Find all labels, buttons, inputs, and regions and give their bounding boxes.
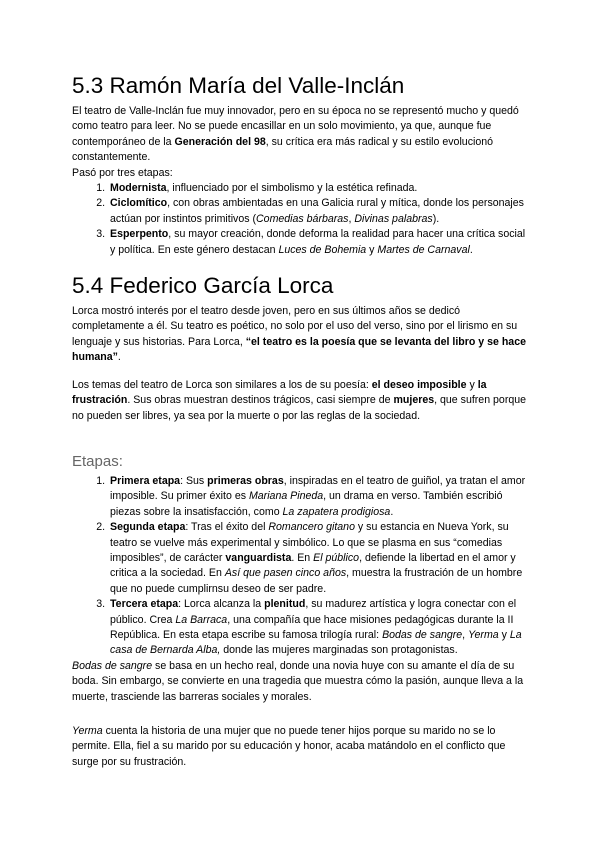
list-item: 3. Tercera etapa: Lorca alcanza la plenitud, su madurez artística y logra conectar con el público. Crea La Barraca, una compañía que hace misiones pedagógicas durante la II República. En esta etapa escribe su famosa trilogía rural: Bodas de sangre, Yerma y La casa de Bernarda Alba, donde las mujeres marginadas son protagonistas. <box>108 597 528 659</box>
yerma-section <box>72 724 528 770</box>
valle-inclan-section <box>72 104 528 258</box>
lorca-paragraph-2: Los temas del teatro de Lorca son similares a los de su poesía: el deseo imposible y la frustración. Sus obras muestran destinos trágicos, casi siempre de mujeres, que sufren porque no pueden ser libres, ya sea por la muerte o por las reglas de la sociedad. <box>72 379 527 422</box>
section-heading-valle-inclan: 5.3 Ramón María del Valle-Inclán <box>72 73 405 98</box>
yerma-paragraph: Yerma cuenta la historia de una mujer que no puede tener hijos porque su marido no se lo permite. Ella, fiel a su marido por su educación y honor, acaba matándolo en el conflicto que surge por su frustración. <box>72 725 506 768</box>
list-item: 2. Ciclomítico, con obras ambientadas en una Galicia rural y mítica, donde los personajes actúan por instintos primitivos (Comedias bárbaras, Divinas palabras). <box>108 196 528 227</box>
lorca-themes <box>72 378 528 424</box>
lorca-stages-list <box>72 474 528 659</box>
list-item: 1. Modernista, influenciado por el simbolismo y la estética refinada. <box>108 181 528 196</box>
bodas-paragraph: Bodas de sangre se basa en un hecho real, donde una novia huye con su amante el día de su boda. Sin embargo, se convierte en una tragedia que muestra cómo la pasión, aunque lleva a la muerte, trasciende las barreras sociales y morales. <box>72 659 524 703</box>
stages-lead-text: Pasó por tres etapas: <box>72 166 173 179</box>
valle-inclan-stages-list <box>72 181 528 258</box>
section-heading-garcia-lorca: 5.4 Federico García Lorca <box>72 273 334 298</box>
list-item: 2. Segunda etapa: Tras el éxito del Romancero gitano y su estancia en Nueva York, su teatro se vuelve más experimental y simbólico. Lo que se plasma en sus “comedias imposibles”, de carácter vanguardista. En El público, defiende la libertad en el amor y critica a la sociedad. En Así que pasen cinco años, muestra la frustración de un hombre que no puede cumplirnsu deseo de ser padre. <box>108 520 528 597</box>
list-item: 1. Primera etapa: Sus primeras obras, inspiradas en el teatro de guiñol, ya tratan el amor imposible. Su primer éxito es Mariana Pineda, un drama en verso. También escribió piezas sobre la insatisfacción, como La zapatera prodigiosa. <box>108 474 528 520</box>
lorca-intro <box>72 304 528 366</box>
lorca-paragraph-1: Lorca mostró interés por el teatro desde joven, pero en sus últimos años se dedicó completamente a él. Su teatro es poético, no solo por el uso del verso, sino por el lirismo en su lenguaje y sus historias. Para Lorca, “el teatro es la poesía que se levanta del libro y se hace humana”. <box>72 305 526 364</box>
stages-subheading: Etapas: <box>72 453 123 470</box>
list-item: 3. Esperpento, su mayor creación, donde deforma la realidad para hacer una crítica social y política. En este género destacan Luces de Bohemia y Martes de Carnaval. <box>108 227 528 258</box>
lorca-stages <box>72 474 528 705</box>
valle-inclan-intro-paragraph: El teatro de Valle-Inclán fue muy innovador, pero en su época no se representó mucho y quedó como teatro para leer. No se puede encasillar en un solo movimiento, ya que, aunque fue contemporáneo de la Generación del 98, su crítica era más radical y su estilo evolucionó constantemente. <box>72 105 519 164</box>
